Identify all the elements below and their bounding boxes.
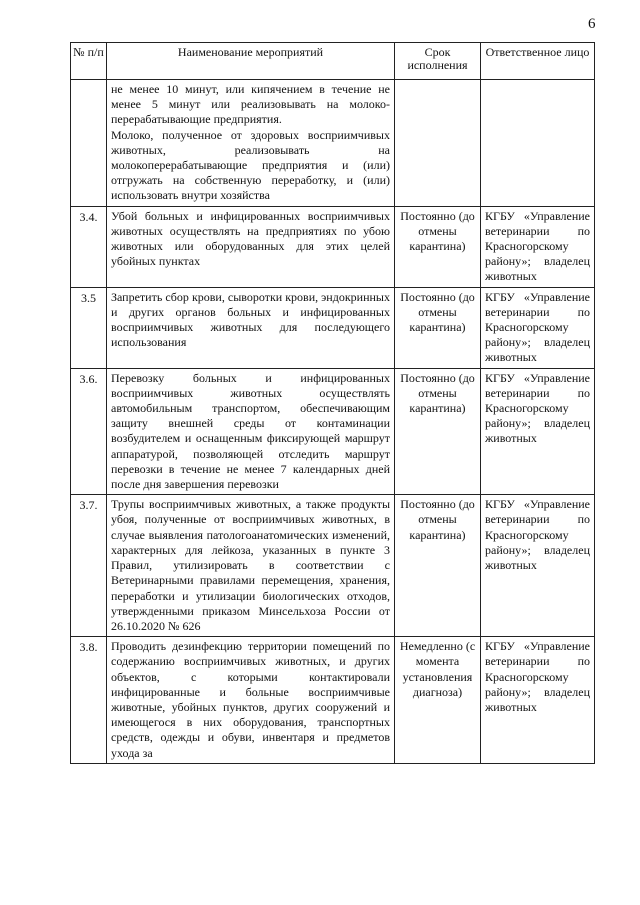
- header-num: № п/п: [71, 43, 107, 80]
- row-description: [107, 206, 395, 287]
- row-term: Постоянно (до отмены карантина): [395, 206, 481, 287]
- table-row: [71, 368, 595, 495]
- row-description: [107, 495, 395, 637]
- row-responsible: КГБУ «Управление ветеринарии по Красногорскому району»; владелец животных: [481, 206, 595, 287]
- description-paragraph: Проводить дезинфекцию территории помещений по содержанию восприимчивых животных, и других объектов, с которыми контактировали инфицированные и больные восприимчивые животные, убойных пунктов, других сооружений и имеющегося в них оборудования, транспортных средств, одежды и обуви, инвентаря и предметов ухода за: [111, 639, 390, 760]
- header-name: Наименование мероприятий: [107, 43, 395, 80]
- description-paragraph: Молоко, полученное от здоровых восприимчивых животных, реализовывать на молокоперерабатывающие предприятия и (или) отгружать на собственную переработку, и (или) использовать внутри хозяйства: [111, 127, 390, 203]
- row-responsible: КГБУ «Управление ветеринарии по Красногорскому району»; владелец животных: [481, 637, 595, 764]
- table-row: [71, 80, 595, 207]
- row-term: [395, 80, 481, 207]
- table-row: [71, 206, 595, 287]
- row-responsible: КГБУ «Управление ветеринарии по Красногорскому району»; владелец животных: [481, 495, 595, 637]
- row-term: Постоянно (до отмены карантина): [395, 495, 481, 637]
- row-num: 3.7.: [71, 495, 107, 637]
- measures-table: [70, 42, 595, 764]
- row-num: 3.5: [71, 287, 107, 368]
- description-paragraph: Трупы восприимчивых животных, а также продукты убоя, полученные от восприимчивых животных, в случае выявления патологоанатомических изменений, характерных для лейкоза, указанных в пункте 3 Правил, утилизировать в соответствии с Ветеринарными правилами перемещения, хранения, переработки и утилизации биологических отходов, утвержденными приказом Минсельхоза России от 26.10.2020 № 626: [111, 497, 390, 633]
- row-description: [107, 637, 395, 764]
- row-description: [107, 80, 395, 207]
- row-responsible: КГБУ «Управление ветеринарии по Красногорскому району»; владелец животных: [481, 287, 595, 368]
- row-description: [107, 368, 395, 495]
- table-header-row: [71, 43, 595, 80]
- row-num: 3.8.: [71, 637, 107, 764]
- description-paragraph: Запретить сбор крови, сыворотки крови, эндокринных и других органов больных и инфицированных восприимчивых животных для последующего использования: [111, 289, 390, 350]
- row-num: 3.6.: [71, 368, 107, 495]
- row-responsible: [481, 80, 595, 207]
- description-paragraph: Перевозку больных и инфицированных восприимчивых животных осуществлять автомобильным транспортом, обеспечивающим защиту внешней среды от контаминации возбудителем и оснащенным фиксирующей маршрут аппаратурой, позволяющей отследить маршрут перевозки в течение не менее 7 календарных дней после дня завершения перевозки: [111, 370, 390, 492]
- row-num: [71, 80, 107, 207]
- page-number: 6: [588, 16, 596, 32]
- row-description: [107, 287, 395, 368]
- row-term: Постоянно (до отмены карантина): [395, 287, 481, 368]
- header-responsible: Ответственное лицо: [481, 43, 595, 80]
- table-row: [71, 495, 595, 637]
- row-term: Немедленно (с момента установления диагноза): [395, 637, 481, 764]
- row-responsible: КГБУ «Управление ветеринарии по Красногорскому району»; владелец животных: [481, 368, 595, 495]
- description-paragraph: не менее 10 минут, или кипячением в течение не менее 5 минут или реализовывать на молоко-перерабатывающие предприятия.: [111, 82, 390, 127]
- description-paragraph: Убой больных и инфицированных восприимчивых животных осуществлять на предприятиях по убою животных или оборудованных для этих целей убойных пунктах: [111, 208, 390, 269]
- header-term: Срок исполнения: [395, 43, 481, 80]
- table-row: [71, 287, 595, 368]
- row-num: 3.4.: [71, 206, 107, 287]
- table-row: [71, 637, 595, 764]
- row-term: Постоянно (до отмены карантина): [395, 368, 481, 495]
